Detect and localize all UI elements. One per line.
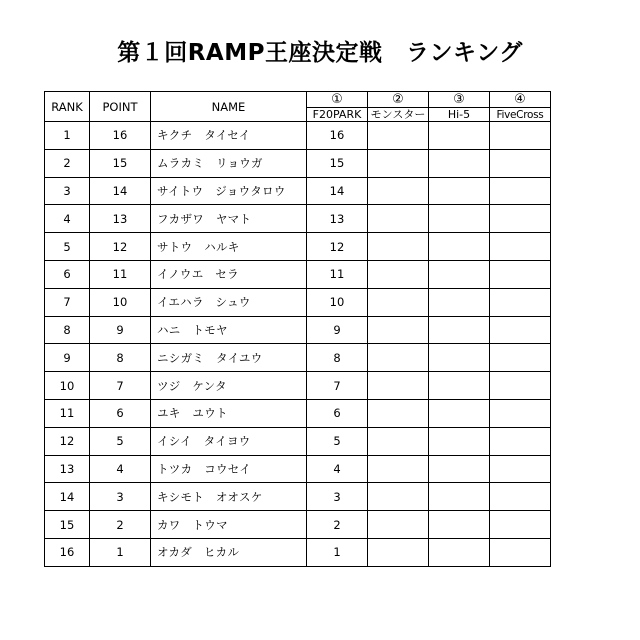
cell-event-4 (490, 427, 551, 455)
cell-event-2 (368, 511, 429, 539)
cell-event-2 (368, 205, 429, 233)
table-row (45, 316, 551, 344)
cell-name: サトウ ハルキ (151, 233, 307, 261)
cell-rank: 9 (45, 344, 90, 372)
cell-name: フカザワ ヤマト (151, 205, 307, 233)
cell-event-1: 1 (307, 538, 368, 566)
cell-rank: 10 (45, 372, 90, 400)
cell-event-2 (368, 427, 429, 455)
cell-point: 4 (90, 455, 151, 483)
table-row (45, 538, 551, 566)
cell-event-3 (429, 483, 490, 511)
cell-point: 16 (90, 122, 151, 150)
cell-event-4 (490, 177, 551, 205)
cell-event-2 (368, 483, 429, 511)
cell-point: 14 (90, 177, 151, 205)
cell-rank: 13 (45, 455, 90, 483)
cell-event-1: 10 (307, 288, 368, 316)
cell-name: ハニ トモヤ (151, 316, 307, 344)
cell-rank: 6 (45, 260, 90, 288)
cell-point: 1 (90, 538, 151, 566)
cell-name: カワ トウマ (151, 511, 307, 539)
header-event-2-number: ② (368, 92, 429, 108)
cell-point: 9 (90, 316, 151, 344)
cell-event-4 (490, 316, 551, 344)
header-point: POINT (90, 92, 151, 122)
cell-rank: 1 (45, 122, 90, 150)
cell-rank: 8 (45, 316, 90, 344)
cell-name: イエハラ シュウ (151, 288, 307, 316)
cell-rank: 11 (45, 399, 90, 427)
cell-rank: 15 (45, 511, 90, 539)
cell-event-3 (429, 427, 490, 455)
table-row (45, 511, 551, 539)
table-row (45, 205, 551, 233)
cell-event-1: 15 (307, 149, 368, 177)
cell-event-2 (368, 149, 429, 177)
cell-rank: 3 (45, 177, 90, 205)
cell-event-2 (368, 122, 429, 150)
header-event-1-number: ① (307, 92, 368, 108)
cell-rank: 12 (45, 427, 90, 455)
cell-name: キシモト オオスケ (151, 483, 307, 511)
table-row (45, 483, 551, 511)
cell-name: トツカ コウセイ (151, 455, 307, 483)
cell-event-2 (368, 177, 429, 205)
cell-event-4 (490, 233, 551, 261)
cell-point: 13 (90, 205, 151, 233)
cell-event-2 (368, 399, 429, 427)
cell-event-1: 5 (307, 427, 368, 455)
header-event-3-venue: Hi-5 (429, 108, 490, 122)
cell-event-1: 2 (307, 511, 368, 539)
cell-rank: 5 (45, 233, 90, 261)
cell-event-1: 11 (307, 260, 368, 288)
cell-name: ムラカミ リョウガ (151, 149, 307, 177)
cell-event-4 (490, 205, 551, 233)
cell-rank: 7 (45, 288, 90, 316)
cell-point: 8 (90, 344, 151, 372)
cell-event-1: 12 (307, 233, 368, 261)
cell-name: サイトウ ジョウタロウ (151, 177, 307, 205)
cell-point: 3 (90, 483, 151, 511)
table-row (45, 427, 551, 455)
cell-event-4 (490, 122, 551, 150)
cell-name: イノウエ セラ (151, 260, 307, 288)
cell-event-3 (429, 344, 490, 372)
header-rank: RANK (45, 92, 90, 122)
cell-event-3 (429, 455, 490, 483)
cell-event-3 (429, 399, 490, 427)
table-row (45, 233, 551, 261)
cell-rank: 4 (45, 205, 90, 233)
cell-event-4 (490, 288, 551, 316)
cell-point: 5 (90, 427, 151, 455)
cell-name: ツジ ケンタ (151, 372, 307, 400)
cell-event-1: 7 (307, 372, 368, 400)
table-row (45, 260, 551, 288)
cell-event-2 (368, 538, 429, 566)
table-row (45, 455, 551, 483)
cell-event-3 (429, 177, 490, 205)
cell-point: 11 (90, 260, 151, 288)
header-event-4-venue: FiveCross (490, 108, 551, 122)
table-row (45, 288, 551, 316)
cell-rank: 2 (45, 149, 90, 177)
cell-point: 2 (90, 511, 151, 539)
cell-event-1: 8 (307, 344, 368, 372)
cell-point: 12 (90, 233, 151, 261)
cell-event-4 (490, 399, 551, 427)
cell-event-2 (368, 372, 429, 400)
cell-event-3 (429, 149, 490, 177)
cell-name: ニシガミ タイユウ (151, 344, 307, 372)
table-row (45, 177, 551, 205)
ranking-table (44, 91, 551, 567)
cell-rank: 14 (45, 483, 90, 511)
cell-event-1: 6 (307, 399, 368, 427)
cell-point: 15 (90, 149, 151, 177)
cell-event-2 (368, 233, 429, 261)
cell-event-4 (490, 260, 551, 288)
table-row (45, 122, 551, 150)
cell-event-2 (368, 344, 429, 372)
cell-event-2 (368, 288, 429, 316)
table-row (45, 372, 551, 400)
cell-name: イシイ タイヨウ (151, 427, 307, 455)
cell-event-3 (429, 233, 490, 261)
header-name: NAME (151, 92, 307, 122)
cell-event-4 (490, 149, 551, 177)
table-row (45, 399, 551, 427)
cell-event-2 (368, 260, 429, 288)
cell-point: 7 (90, 372, 151, 400)
cell-event-1: 14 (307, 177, 368, 205)
cell-event-1: 3 (307, 483, 368, 511)
cell-name: ユキ ユウト (151, 399, 307, 427)
cell-point: 10 (90, 288, 151, 316)
cell-event-3 (429, 316, 490, 344)
cell-event-3 (429, 122, 490, 150)
cell-event-3 (429, 538, 490, 566)
cell-point: 6 (90, 399, 151, 427)
cell-event-1: 13 (307, 205, 368, 233)
cell-event-2 (368, 455, 429, 483)
cell-event-1: 16 (307, 122, 368, 150)
cell-event-1: 9 (307, 316, 368, 344)
cell-event-2 (368, 316, 429, 344)
cell-event-1: 4 (307, 455, 368, 483)
cell-event-3 (429, 288, 490, 316)
cell-event-4 (490, 511, 551, 539)
cell-event-4 (490, 455, 551, 483)
cell-event-4 (490, 538, 551, 566)
header-event-2-venue: モンスター (368, 108, 429, 122)
cell-event-3 (429, 372, 490, 400)
cell-event-4 (490, 483, 551, 511)
header-event-1-venue: F20PARK (307, 108, 368, 122)
header-event-3-number: ③ (429, 92, 490, 108)
table-row (45, 344, 551, 372)
header-event-4-number: ④ (490, 92, 551, 108)
cell-event-3 (429, 511, 490, 539)
cell-event-3 (429, 205, 490, 233)
cell-name: キクチ タイセイ (151, 122, 307, 150)
cell-name: オカダ ヒカル (151, 538, 307, 566)
cell-rank: 16 (45, 538, 90, 566)
cell-event-4 (490, 372, 551, 400)
cell-event-3 (429, 260, 490, 288)
table-row (45, 149, 551, 177)
cell-event-4 (490, 344, 551, 372)
page-title: 第１回RAMP王座決定戦 ランキング (117, 40, 523, 66)
